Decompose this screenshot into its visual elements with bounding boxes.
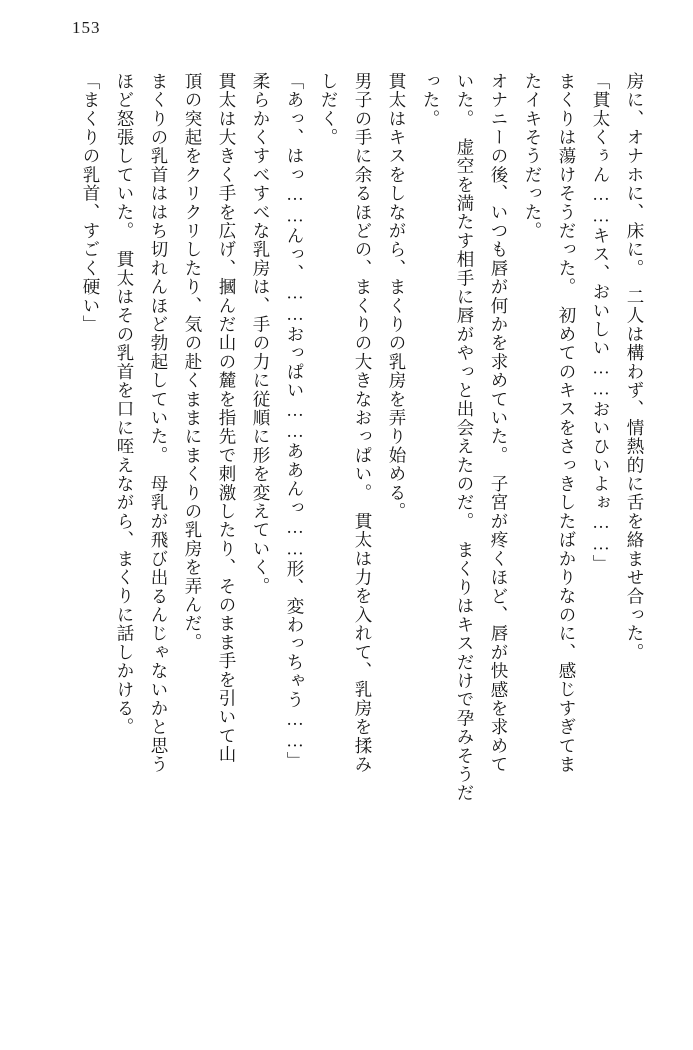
paragraph: 男子の手に余るほどの、まくりの大きなおっぱい。 貫太は力を入れて、乳房を揉み xyxy=(353,72,373,774)
paragraph: 柔らかくすべすべな乳房は、手の力に従順に形を変えていく。 xyxy=(251,72,271,596)
paragraph: まくりの乳首ははち切れんほど勃起していた。 母乳が飛び出るんじゃないかと思う xyxy=(149,72,169,774)
paragraph: まくりは蕩けそうだった。 初めてのキスをさっきしたばかりなのに、感じすぎてま xyxy=(557,72,577,774)
paragraph: 貫太はキスをしながら、まくりの乳房を弄り始める。 xyxy=(387,72,407,521)
paragraph: オナニーの後、いつも唇が何かを求めていた。 子宮が疼くほど、唇が快感を求めて xyxy=(489,72,509,774)
page-number: 153 xyxy=(72,18,101,37)
paragraph: 「まくりの乳首、すごく硬い」 xyxy=(81,72,101,334)
paragraph: 頂の突起をクリクリしたり、気の赴くままにまくりの乳房を弄んだ。 xyxy=(183,72,203,652)
paragraph: 貫太は大きく手を広げ、摑んだ山の麓を指先で刺激したり、そのまま手を引いて山 xyxy=(217,72,237,764)
paragraph: いた。 虚空を満たす相手に唇がやっと出会えたのだ。 まくりはキスだけで孕みそうだ xyxy=(455,72,475,803)
paragraph: たイキそうだった。 xyxy=(523,72,543,241)
paragraph: 「あっ、はっ……んっ、……おっぱい……ああんっ……形、変わっちゃう……」 xyxy=(285,72,305,771)
paragraph: った。 xyxy=(421,72,441,129)
paragraph: 「貫太くぅん……キス、おいしい……おいひいよぉ……」 xyxy=(591,72,611,574)
paragraph: しだく。 xyxy=(319,72,339,147)
paragraph: 房に、オナホに、床に。 二人は構わず、情熱的に舌を絡ませ合った。 xyxy=(625,72,645,662)
paragraph: ほど怒張していた。 貫太はその乳首を口に咥えながら、まくりに話しかける。 xyxy=(115,72,135,737)
body-text xyxy=(52,72,652,1012)
